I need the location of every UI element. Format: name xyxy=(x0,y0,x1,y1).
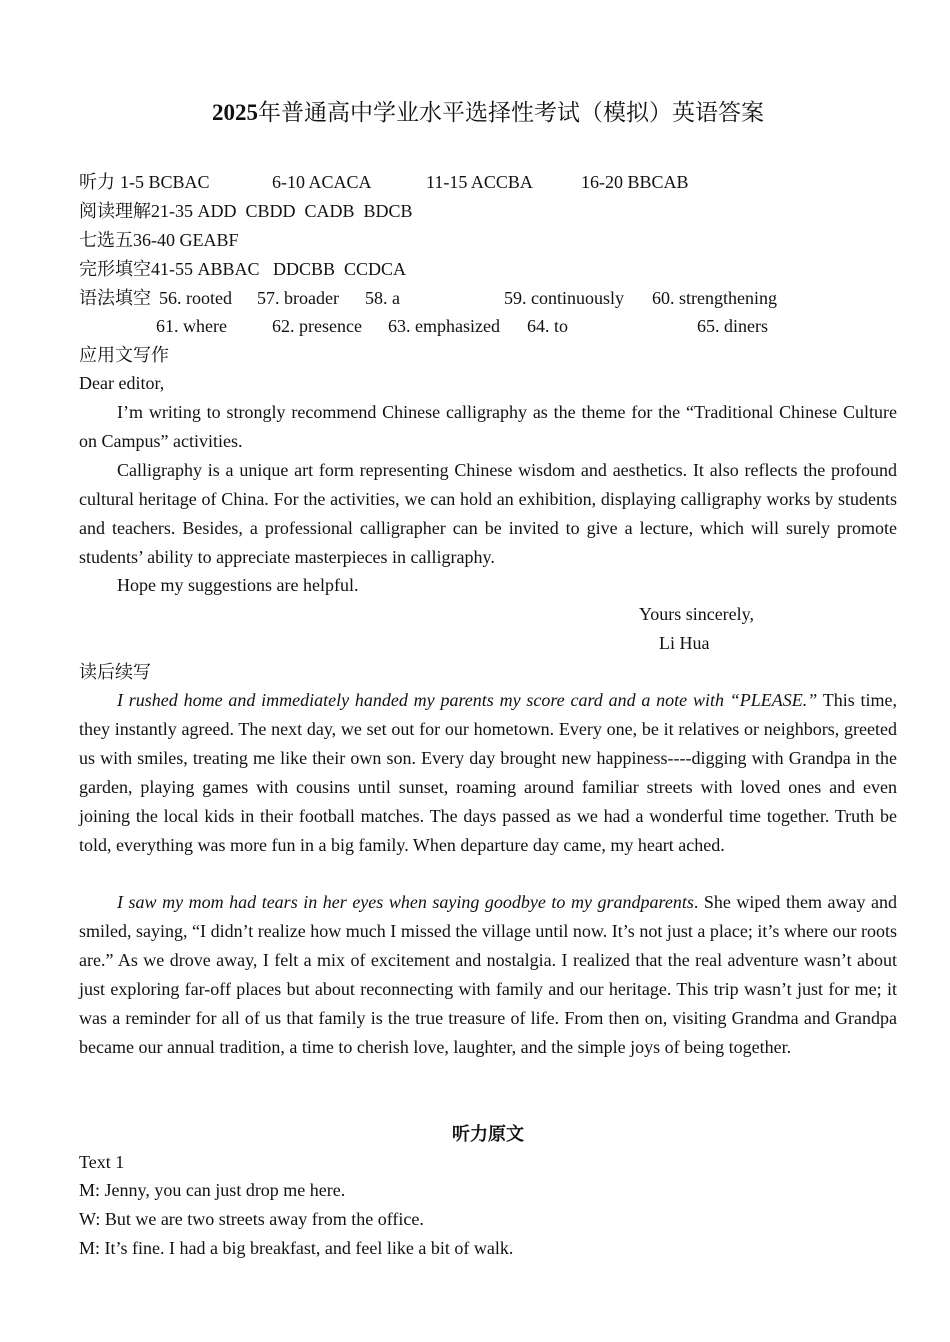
page-title: 2025年普通高中学业水平选择性考试（模拟）英语答案 xyxy=(212,100,764,125)
grammar-answer-65: 65. diners xyxy=(697,316,768,336)
transcript-line: W: But we are two streets away from the office. xyxy=(79,1209,424,1229)
grammar-answer-64: 64. to xyxy=(527,316,569,336)
grammar-answer-60: 60. strengthening xyxy=(652,288,777,308)
grammar-answer-58: 58. a xyxy=(365,288,400,308)
letter-salutation: Dear editor, xyxy=(79,373,165,393)
cloze-answers: 完形填空41-55 ABBAC DDCBB CCDCA xyxy=(79,259,407,279)
grammar-label: 语法填空 xyxy=(79,288,151,308)
grammar-answer-61: 61. where xyxy=(156,316,227,336)
transcript-text-1-label: Text 1 xyxy=(79,1152,125,1172)
grammar-answer-57: 57. broader xyxy=(257,288,339,308)
grammar-answer-62: 62. presence xyxy=(272,316,362,336)
listening-group-3: 11-15 ACCBA xyxy=(426,172,533,192)
grammar-answer-56: 56. rooted xyxy=(159,288,232,308)
seven-choose-five-answers: 七选五36-40 GEABF xyxy=(79,230,239,250)
grammar-answer-59: 59. continuously xyxy=(504,288,624,308)
transcript-line: M: Jenny, you can just drop me here. xyxy=(79,1180,346,1200)
letter-paragraph-1: I’m writing to strongly recommend Chinese calligraphy as the theme for the “Traditional Chinese Culture on Campus” activities. xyxy=(79,402,897,451)
listening-group-4: 16-20 BBCAB xyxy=(581,172,689,192)
writing-label: 应用文写作 xyxy=(79,345,169,365)
letter-signature: Li Hua xyxy=(659,633,710,653)
continuation-label: 读后续写 xyxy=(79,662,151,682)
continuation-paragraph-2: I saw my mom had tears in her eyes when saying goodbye to my grandparents. She wiped them away and smiled, saying, “I didn’t realize how much I missed the village until now. It’s not just a place; it’s where our roots are.” As we drove away, I felt a mix of excitement and nostalgia. I realized that the real adventure wasn’t about just exploring far-off places but about reconnecting with family and our heritage. This trip wasn’t just for me; it was a reminder for all of us that family is the true treasure of life. From then on, visiting Grandma and Grandpa became our annual tradition, a time to cherish love, laughter, and the simple joys of being together. xyxy=(79,892,897,1057)
reading-answers: 阅读理解21-35 ADD CBDD CADB BDCB xyxy=(79,201,413,221)
letter-closing: Yours sincerely, xyxy=(639,604,754,624)
letter-paragraph-2: Calligraphy is a unique art form representing Chinese wisdom and aesthetics. It also reflects the profound cultural heritage of China. For the activities, we can hold an exhibition, displaying calligraphy works by students and teachers. Besides, a professional calligrapher can be invited to give a lecture, which will surely promote students’ ability to appreciate masterpieces in calligraphy. xyxy=(79,460,897,567)
transcript-heading: 听力原文 xyxy=(452,1124,524,1144)
listening-answers: 听力 xyxy=(79,172,115,192)
listening-group-2: 6-10 ACACA xyxy=(272,172,372,192)
listening-group-1: 1-5 BCBAC xyxy=(120,172,210,192)
letter-paragraph-3: Hope my suggestions are helpful. xyxy=(117,575,359,595)
continuation-paragraph-1: I rushed home and immediately handed my parents my score card and a note with “PLEASE.” This time, they instantly agreed. The next day, we set out for our hometown. Every one, be it relatives or neighbors, greeted us with smiles, treating me like their own son. Every day brought new happiness----digging with Grandpa in the garden, playing games with cousins until sunset, roaming around familiar streets with loved ones and even joining the local kids in their football matches. The days passed as we had a wonderful time together. Truth be told, everything was more fun in a big family. When departure day came, my heart ached. xyxy=(79,690,897,855)
grammar-answer-63: 63. emphasized xyxy=(388,316,500,336)
transcript-line: M: It’s fine. I had a big breakfast, and feel like a bit of walk. xyxy=(79,1238,514,1258)
